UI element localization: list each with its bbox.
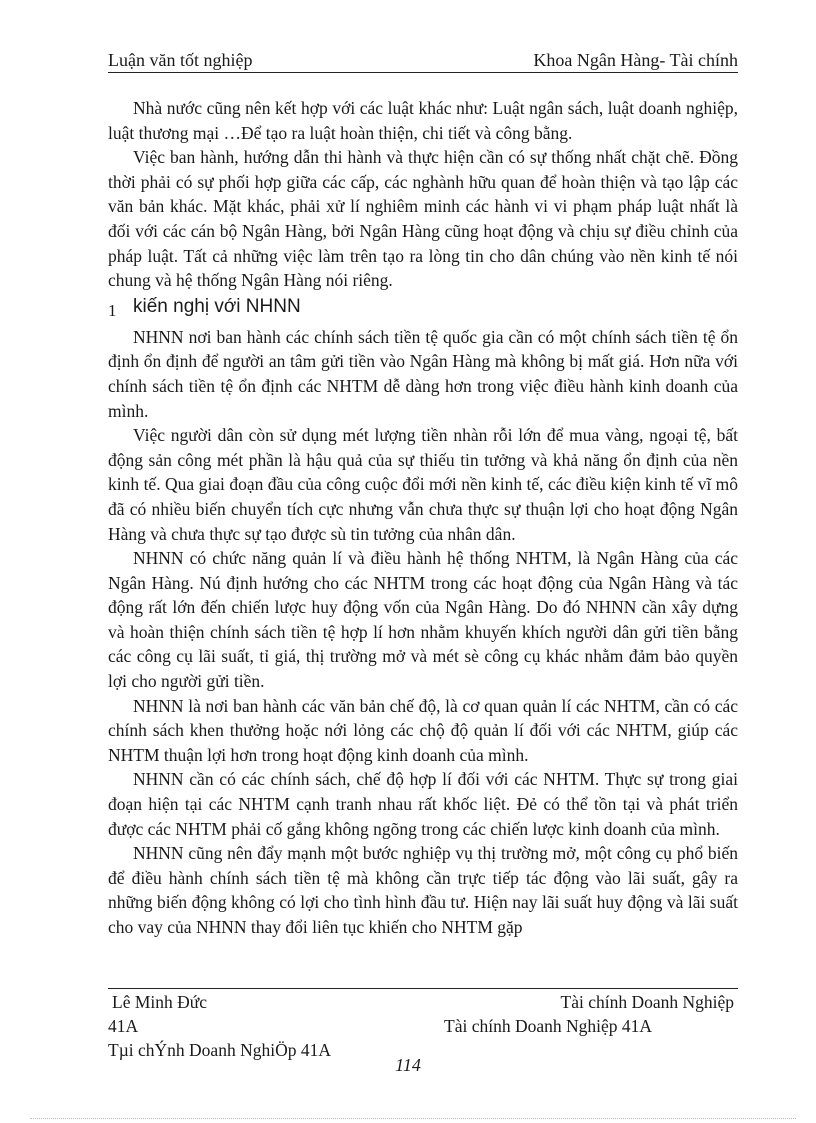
- header-thesis-title: Luận văn tốt nghiệp: [108, 50, 253, 70]
- paragraph: NHNN cũng nên đẩy mạnh một bước nghiệp vụ thị trường mở, một công cụ phổ biến để điều hành chính sách tiền tệ mà không cần trực tiếp tác động vào lãi suất, gây ra những biến động không có lợi cho tình hình đầu tư. Hiện nay lãi suất huy động và lãi suất cho vay của NHNN thay đổi liên tục khiến cho NHTM gặp: [108, 843, 738, 937]
- section-title: kiến nghị với NHNN: [133, 295, 301, 317]
- header-faculty-name: Khoa Ngân Hàng- Tài chính: [533, 50, 738, 70]
- page-header: [108, 48, 738, 73]
- footer-department-garbled: Tµi chÝnh Doanh NghiÖp 41A: [108, 1040, 331, 1060]
- footer-author: Lê Minh Đức: [112, 992, 208, 1012]
- page-number: 114: [395, 1055, 421, 1075]
- paragraph: NHNN là nơi ban hành các văn bản chế độ, là cơ quan quản lí các NHTM, cần có các chính sách khen thưởng hoặc nới lỏng các chộ độ quản lí đối với các NHTM, giúp các NHTM thuận lợi hơn trong hoạt động kinh doanh của mình.: [108, 695, 738, 765]
- paragraph: Việc người dân còn sử dụng mét lượng tiền nhàn rỗi lớn để mua vàng, ngoại tệ, bất động sản công mét phần là hậu quả của sự thiếu tin tưởng và khả năng ổn định của nền kinh tế. Qua giai đoạn đầu của công cuộc đổi mới nền kinh tế, các điều kiện kinh tế vĩ mô đã có nhiều biến chuyển tích cực nhưng vẫn chưa thực sự thuận lợi cho hoạt động Ngân Hàng và chưa thực sự tạo được sù tin tưởng của nhân dân.: [108, 425, 738, 544]
- footer-department: Tài chính Doanh Nghiệp: [560, 992, 734, 1012]
- footer-department-class: Tài chính Doanh Nghiệp 41A: [444, 1016, 653, 1036]
- paragraph: NHNN có chức năng quản lí và điều hành hệ thống NHTM, là Ngân Hàng của các Ngân Hàng. Nú định hướng cho các NHTM trong các hoạt động của Ngân Hàng và tác động rất lớn đến chiến lược huy động vốn của Ngân Hàng. Do đó NHNN cần xây dựng và hoàn thiện chính sách tiền tệ hợp lí hơn nhằm khuyến khích người dân gửi tiền bằng các công cụ lãi suất, tỉ giá, thị trường mở và mét sè công cụ khác nhằm đảm bảo quyền lợi cho người gửi tiền.: [108, 548, 738, 692]
- paragraph: Nhà nước cũng nên kết hợp với các luật khác như: Luật ngân sách, luật doanh nghiệp, luật thương mại …Để tạo ra luật hoàn thiện, chi tiết và công bằng.: [108, 98, 738, 143]
- section-number: 1: [108, 300, 117, 320]
- paragraph: Việc ban hành, hướng dẫn thi hành và thực hiện cần có sự thống nhất chặt chẽ. Đồng thời phải có sự phối hợp giữa các cấp, các nghành hữu quan để hoàn thiện và tạo lập các văn bản khác. Mặt khác, phải xử lí nghiêm minh các hành vi vi phạm pháp luật nhất là đối với các cán bộ Ngân Hàng, bởi Ngân Hàng cũng hoạt động và chịu sự điều chỉnh của pháp luật. Tất cả những việc làm trên tạo ra lòng tin cho dân chúng vào nền kinh tế nói chung và hệ thống Ngân Hàng nói riêng.: [108, 147, 738, 291]
- footer-divider: [108, 988, 738, 989]
- body-text: [108, 96, 738, 940]
- page-break-divider: [30, 1118, 796, 1119]
- paragraph: NHNN nơi ban hành các chính sách tiền tệ quốc gia cần có một chính sách tiền tệ ổn định ổn định để người an tâm gửi tiền vào Ngân Hàng mà không bị mất giá. Hơn nữa với chính sách tiền tệ ổn định các NHTM dễ dàng hơn trong việc điều hành kinh doanh của mình.: [108, 326, 738, 421]
- paragraph: NHNN cần có các chính sách, chế độ hợp lí đối với các NHTM. Thực sự trong giai đoạn hiện tại các NHTM cạnh tranh nhau rất khốc liệt. Đẻ có thể tồn tại và phát triển được các NHTM phải cố gắng không ngõng trong các chiến lược kinh doanh của mình.: [108, 769, 738, 839]
- section-heading: [108, 293, 738, 325]
- footer-class-code: 41A: [108, 1016, 139, 1036]
